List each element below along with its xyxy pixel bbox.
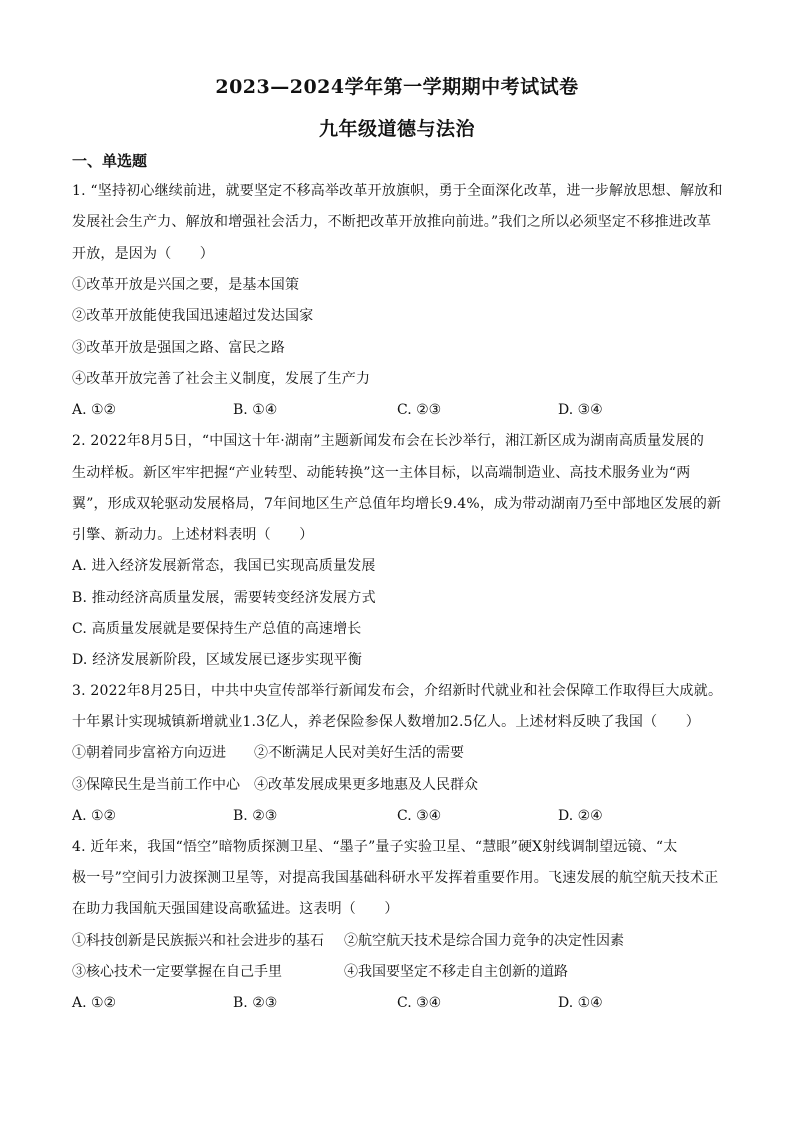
q3-item: ③保障民生是当前工作中心 <box>72 777 240 793</box>
q4-option-d: D. ①④ <box>558 995 603 1011</box>
q4-stem-line: 4. 近年来，我国“悟空”暗物质探测卫星、“墨子”量子实验卫星、“慧眼”硬X射线调制望远镜、“太 <box>72 839 678 855</box>
q4-option-b: B. ②③ <box>233 995 278 1011</box>
q3-item: ①朝着同步富裕方向迈进 <box>72 745 226 761</box>
q4-item: ③核心技术一定要掌握在自己手里 <box>72 964 282 980</box>
q1-stem-line: 发展社会生产力、解放和增强社会活力，不断把改革开放推向前进。”我们之所以必须坚定不移推进改革 <box>72 214 712 230</box>
q2-stem-line: 生动样板。新区牢牢把握“产业转型、动能转换”这一主体目标，以高端制造业、高技术服务业为“两 <box>72 465 691 481</box>
exam-subtitle: 九年级道德与法治 <box>318 118 475 140</box>
q1-item: ③改革开放是强国之路、富民之路 <box>72 340 285 356</box>
q1-stem-line: 1. “坚持初心继续前进，就要坚定不移高举改革开放旗帜，勇于全面深化改革，进一步解放思想、解放和 <box>72 183 723 199</box>
q1-options <box>72 401 732 419</box>
q3-option-a: A. ①② <box>72 808 117 824</box>
q3-option-c: C. ③④ <box>397 808 442 824</box>
q1-item: ④改革开放完善了社会主义制度，发展了生产力 <box>72 371 371 387</box>
section-heading: 一、单选题 <box>72 152 148 170</box>
q4-stem-line: 在助力我国航天强国建设高歌猛进。这表明（ ） <box>72 901 399 917</box>
q4-option-a: A. ①② <box>72 995 117 1011</box>
q1-item: ②改革开放能使我国迅速超过发达国家 <box>72 308 314 324</box>
q2-option-a: A. 进入经济发展新常态，我国已实现高质量发展 <box>72 558 376 574</box>
q2-option-c: C. 高质量发展就是要保持生产总值的高速增长 <box>72 621 362 637</box>
q1-item: ①改革开放是兴国之要，是基本国策 <box>72 277 300 293</box>
q4-item: ④我国要坚定不移走自主创新的道路 <box>344 964 568 980</box>
q3-stem-line: 3. 2022年8月25日，中共中央宣传部举行新闻发布会，介绍新时代就业和社会保障工作取得巨大成就。 <box>72 683 723 699</box>
q3-option-d: D. ②④ <box>558 808 603 824</box>
q3-options <box>72 807 732 825</box>
q1-stem-line: 开放，是因为（ ） <box>72 246 214 262</box>
q1-option-a: A. ①② <box>72 402 117 418</box>
q3-item: ②不断满足人民对美好生活的需要 <box>254 745 464 761</box>
q3-items-row <box>72 776 732 794</box>
q4-item: ②航空航天技术是综合国力竞争的决定性因素 <box>344 933 624 949</box>
q2-stem-line: 2. 2022年8月5日，“中国这十年·湖南”主题新闻发布会在长沙举行，湘江新区成为湖南高质量发展的 <box>72 433 705 449</box>
q4-item: ①科技创新是民族振兴和社会进步的基石 <box>72 933 324 949</box>
q1-option-c: C. ②③ <box>397 402 442 418</box>
q4-stem-line: 极一号”空间引力波探测卫星等，对提高我国基础科研水平发挥着重要作用。飞速发展的航空航天技术正 <box>72 870 719 886</box>
q4-items-row <box>72 963 732 981</box>
q2-option-d: D. 经济发展新阶段，区域发展已逐步实现平衡 <box>72 652 363 668</box>
q3-items-row <box>72 744 732 762</box>
q2-stem-line: 引擎、新动力。上述材料表明（ ） <box>72 527 314 543</box>
q1-option-d: D. ③④ <box>558 402 603 418</box>
q2-stem-line: 翼”，形成双轮驱动发展格局，7年间地区生产总值年均增长9.4%，成为带动湖南乃至中部地区发展的新 <box>72 496 722 512</box>
exam-title: 2023—2024学年第一学期期中考试试卷 <box>215 76 579 98</box>
q1-option-b: B. ①④ <box>233 402 278 418</box>
q3-option-b: B. ②③ <box>233 808 278 824</box>
q4-option-c: C. ③④ <box>397 995 442 1011</box>
q3-stem-line: 十年累计实现城镇新增就业1.3亿人，养老保险参保人数增加2.5亿人。上述材料反映了我国（ ） <box>72 714 700 730</box>
q3-item: ④改革发展成果更多地惠及人民群众 <box>254 777 478 793</box>
q4-items-row <box>72 932 732 950</box>
q4-options <box>72 994 732 1012</box>
q2-option-b: B. 推动经济高质量发展，需要转变经济发展方式 <box>72 590 376 606</box>
